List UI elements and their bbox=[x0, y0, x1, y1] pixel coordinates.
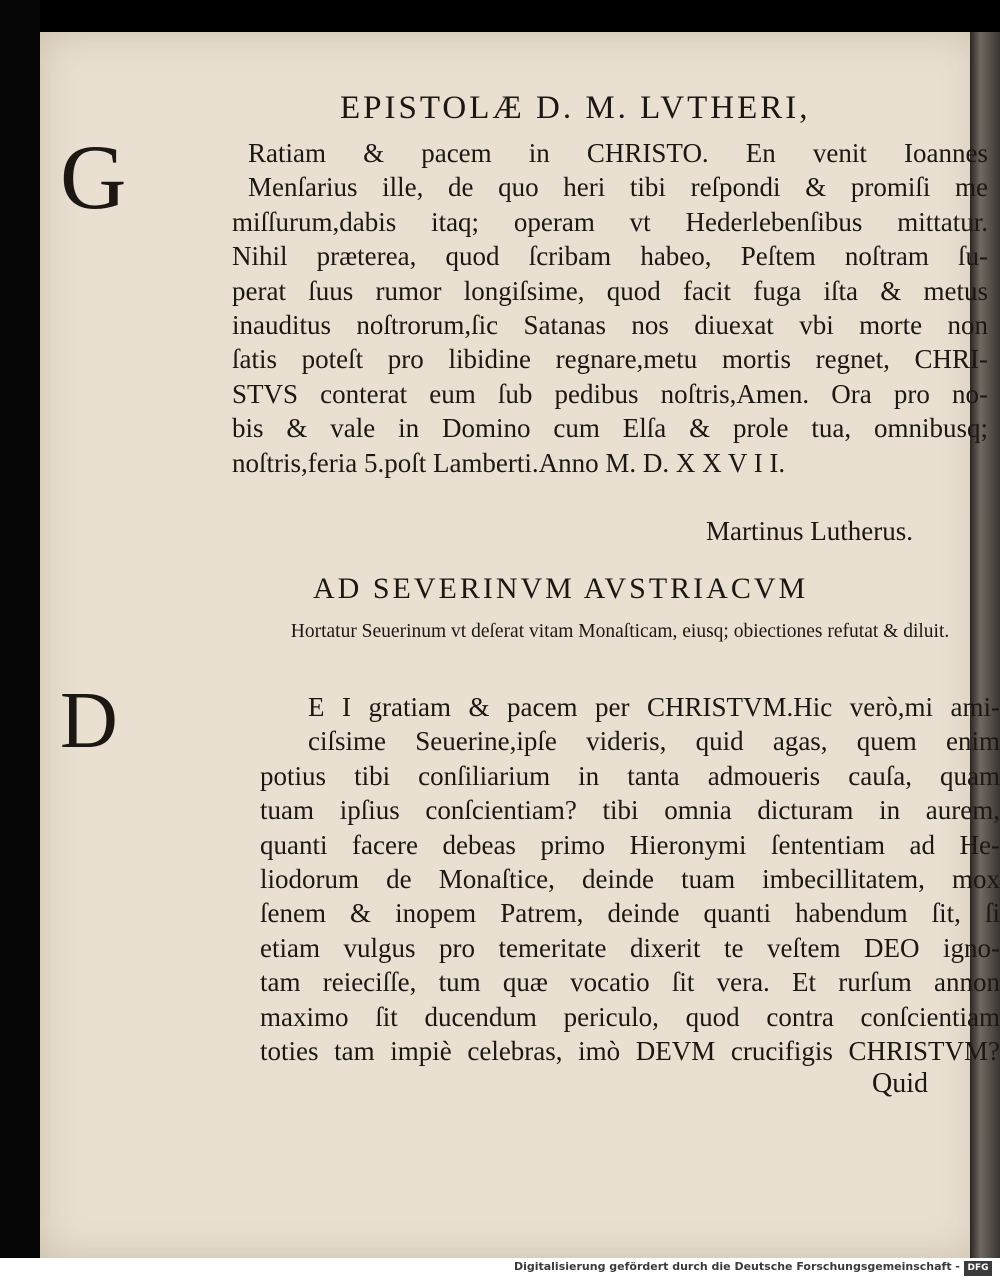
letter-severinus bbox=[260, 690, 1000, 1068]
text-line: maximo ſit ducendum periculo, quod contra conſcientiam bbox=[260, 1001, 1000, 1032]
text-line: ciſsime Seuerine,ipſe videris, quid agas, quem enim bbox=[308, 726, 1000, 757]
text-line: ſenem & inopem Patrem, deinde quanti habendum ſit, ſi bbox=[260, 898, 1000, 929]
text-line: ſatis poteſt pro libidine regnare,metu mortis regnet, CHRI- bbox=[232, 344, 988, 375]
section-title: AD SEVERINVM AVSTRIACVM bbox=[313, 572, 809, 605]
text-line: toties tam impiè celebras, imò DEVM crucifigis CHRISTVM? bbox=[260, 1035, 1000, 1066]
drop-cap-d: D bbox=[60, 677, 118, 765]
text-line: perat ſuus rumor longiſsime, quod facit fuga iſta & metus bbox=[232, 275, 988, 306]
text-line: E I gratiam & pacem per CHRISTVM.Hic verò,mi ami- bbox=[308, 692, 1000, 722]
letter-argument: Hortatur Seuerinum vt deſerat vitam Monaſticam, eiusq; obiectiones refutat & diluit. bbox=[290, 621, 950, 642]
running-head: EPISTOLÆ D. M. LVTHERI, bbox=[340, 90, 811, 126]
catch-word: Quid bbox=[872, 1068, 928, 1099]
text-line: noſtris,feria 5.poſt Lamberti.Anno M. D. X X V I I. bbox=[232, 447, 786, 478]
signature: Martinus Lutherus. bbox=[706, 516, 913, 546]
text-line: Nihil præterea, quod ſcribam habeo, Peſtem noſtram ſu- bbox=[232, 241, 988, 272]
letter-luther bbox=[232, 136, 988, 480]
text-line: tuam ipſius conſcientiam? tibi omnia dicturam in aurem, bbox=[260, 795, 1000, 826]
text-line: potius tibi conſiliarium in tanta admoueris cauſa, quam bbox=[260, 760, 1000, 791]
text-line: Ratiam & pacem in CHRISTO. En venit Ioannes bbox=[248, 138, 988, 168]
drop-cap-g: G bbox=[60, 126, 127, 228]
scan-left-margin bbox=[0, 0, 40, 1281]
digitization-footer bbox=[0, 1258, 1000, 1281]
text-line: miſſurum,dabis itaq; operam vt Hederlebenſibus mittatur. bbox=[232, 206, 988, 237]
text-line: etiam vulgus pro temeritate dixerit te veſtem DEO igno- bbox=[260, 932, 1000, 963]
text-line: bis & vale in Domino cum Elſa & prole tua, omnibusq; bbox=[232, 413, 988, 444]
text-line: Menſarius ille, de quo heri tibi reſpondi & promiſi me bbox=[248, 172, 988, 203]
text-line: liodorum de Monaſtice, deinde tuam imbecillitatem, mox bbox=[260, 863, 1000, 894]
text-line: inauditus noſtrorum,ſic Satanas nos diuexat vbi morte non bbox=[232, 309, 988, 340]
text-line: quanti facere debeas primo Hieronymi ſententiam ad He- bbox=[260, 829, 1000, 860]
footer-credit: Digitalisierung gefördert durch die Deutsche Forschungsgemeinschaft - bbox=[513, 1260, 960, 1273]
text-line: tam reieciſſe, tum quæ vocatio ſit vera. Et rurſum annon bbox=[260, 967, 1000, 998]
text-line: STVS conterat eum ſub pedibus noſtris,Amen. Ora pro no- bbox=[232, 378, 988, 409]
dfg-logo-icon: DFG bbox=[964, 1261, 992, 1276]
